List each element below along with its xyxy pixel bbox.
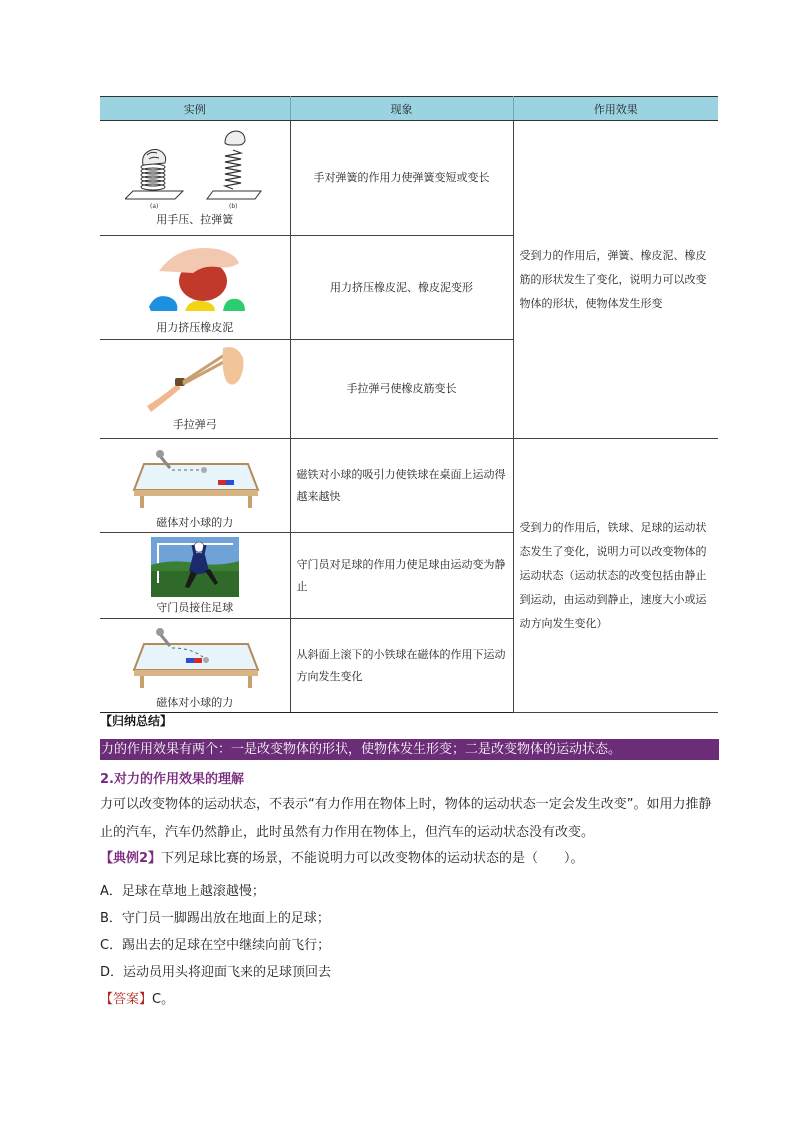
phenomenon-cell: 用力挤压橡皮泥、橡皮泥变形 (290, 236, 513, 340)
question-tag: 【典例2】 (100, 851, 162, 866)
example-cell (100, 533, 290, 619)
section-title: 2.对力的作用效果的理解 (100, 772, 244, 787)
example-caption: 磁体对小球的力 (156, 695, 234, 709)
phenomenon-cell: 从斜面上滚下的小铁球在磁体的作用下运动方向发生变化 (290, 619, 513, 713)
example-cell (100, 439, 290, 533)
slingshot-image (145, 346, 245, 414)
table-row (100, 439, 718, 533)
table-header-row (100, 97, 718, 121)
header-effect: 作用效果 (513, 97, 718, 121)
question-text: 下列足球比赛的场景，不能说明力可以改变物体的运动状态的是（ ）。 (161, 851, 584, 866)
effect-motion-cell: 受到力的作用后，铁球、足球的运动状态发生了变化，说明力可以改变物体的运动状态（运动状态的改变包括由静止到运动，由运动到静止，速度大小或运动方向发生变化） (513, 439, 718, 713)
option-d: D．运动员用头将迎面飞来的足球顶回去 (100, 965, 332, 980)
example-caption: 磁体对小球的力 (156, 515, 234, 529)
magnet-table-image (130, 622, 260, 692)
answer-tag: 【答案】 (100, 992, 153, 1007)
phenomenon-cell: 守门员对足球的作用力使足球由运动变为静止 (290, 533, 513, 619)
phenomenon-cell: 手拉弹弓使橡皮筋变长 (290, 340, 513, 439)
question-stem (100, 845, 720, 873)
sub-label-a: (a) (149, 203, 159, 209)
option-b: B．守门员一脚踢出放在地面上的足球； (100, 911, 330, 926)
example-caption: 守门员接住足球 (156, 600, 234, 614)
summary-label: 【归纳总结】 (100, 714, 173, 728)
example-caption: 手拉弹弓 (172, 418, 217, 431)
example-cell (100, 236, 290, 340)
phenomenon-cell: 手对弹簧的作用力使弹簧变短或变长 (290, 121, 513, 236)
example-cell (100, 340, 290, 439)
goalkeeper-image (151, 537, 239, 597)
explanation-paragraph: 力可以改变物体的运动状态，不表示“有力作用在物体上时，物体的运动状态一定会发生改变”。如用力推静止的汽车，汽车仍然静止，此时虽然有力作用在物体上，但汽车的运动状态没有改变。 (100, 797, 712, 840)
answer-text: C。 (152, 992, 175, 1007)
header-phenomenon: 现象 (290, 97, 513, 121)
magnet-table-image (130, 442, 260, 512)
header-example: 实例 (100, 97, 290, 121)
phenomenon-cell: 磁铁对小球的吸引力使铁球在桌面上运动得越来越快 (290, 439, 513, 533)
sub-label-b: (b) (228, 203, 238, 209)
example-cell (100, 121, 290, 236)
example-caption: 用手压、拉弹簧 (156, 213, 234, 226)
summary-highlight: 力的作用效果有两个：一是改变物体的形状，使物体发生形变；二是改变物体的运动状态。 (100, 739, 719, 760)
clay-image (145, 241, 245, 317)
examples-table (100, 96, 718, 713)
spring-image (125, 129, 265, 209)
effect-shape-cell: 受到力的作用后，弹簧、橡皮泥、橡皮筋的形状发生了变化，说明力可以改变物体的形状，使物体发生形变 (513, 121, 718, 439)
example-caption: 用力挤压橡皮泥 (156, 320, 234, 334)
option-a: A．足球在草地上越滚越慢； (100, 884, 265, 899)
table-row (100, 121, 718, 236)
answer-line (100, 988, 174, 1007)
option-c: C．踢出去的足球在空中继续向前飞行； (100, 938, 331, 953)
example-cell (100, 619, 290, 713)
